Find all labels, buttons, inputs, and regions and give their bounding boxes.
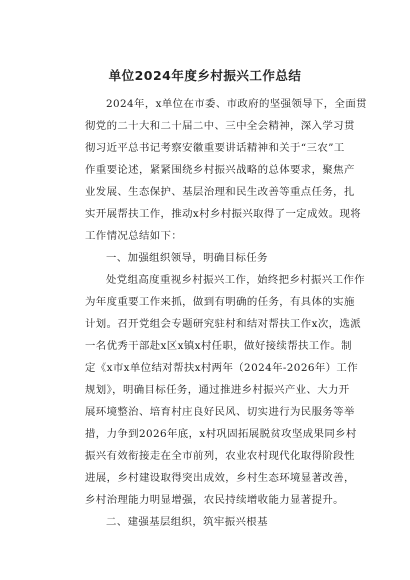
paragraph-line: 作重要论述，紧紧围绕乡村振兴战略的总体要求，聚焦产 [85,164,355,176]
paragraph-line: 规划》，明确目标任务，通过推进乡村振兴产业、大力开 [85,384,350,396]
paragraph-line: 彻习近平总书记考察安徽重要讲话精神和关于“三农”工 [85,142,345,154]
paragraph-line: 实开展帮扶工作，推动x村乡村振兴取得了一定成效。现将 [85,208,362,220]
paragraph-line: 处党组高度重视乡村振兴工作，始终把乡村振兴工作作 [106,274,365,286]
section-heading: 二、建强基层组织，筑牢振兴根基 [106,516,268,528]
paragraph-line: 为年度重要工作来抓，做到有明确的任务，有具体的实施 [85,296,355,308]
paragraph-line: 定《x市x单位结对帮扶x村两年（2024年-2026年）工作 [85,362,359,374]
paragraph-line: 展环境整治、培育村庄良好民风、切实进行为民服务等举 [85,406,355,418]
paragraph-line: 一名优秀干部赴x区x镇x村任职，做好接续帮扶工作。制 [85,340,352,352]
paragraph-line: 2024年，x单位在市委、市政府的坚强领导下，全面贯 [106,98,367,110]
paragraph-line: 进展，乡村建设取得突出成效，乡村生态环境显著改善， [85,472,355,484]
paragraph-line: 振兴有效衔接走在全市前列，农业农村现代化取得阶段性 [85,450,355,462]
section-heading: 一、加强组织领导，明确目标任务 [106,252,268,264]
paragraph-line: 业发展、生态保护、基层治理和民生改善等重点任务，扎 [85,186,355,198]
paragraph-line: 彻党的二十大和二十届二中、三中全会精神，深入学习贯 [85,120,355,132]
paragraph-line: 措，力争到2026年底，x村巩固拓展脱贫攻坚成果同乡村 [85,428,357,440]
document-title: 单位2024年度乡村振兴工作总结 [108,68,302,83]
paragraph-line: 计划。召开党组会专题研究驻村和结对帮扶工作x次，选派 [85,318,362,330]
paragraph-line: 工作情况总结如下： [85,230,183,242]
paragraph-line: 乡村治理能力明显增强，农民持续增收能力显著提升。 [85,494,344,506]
